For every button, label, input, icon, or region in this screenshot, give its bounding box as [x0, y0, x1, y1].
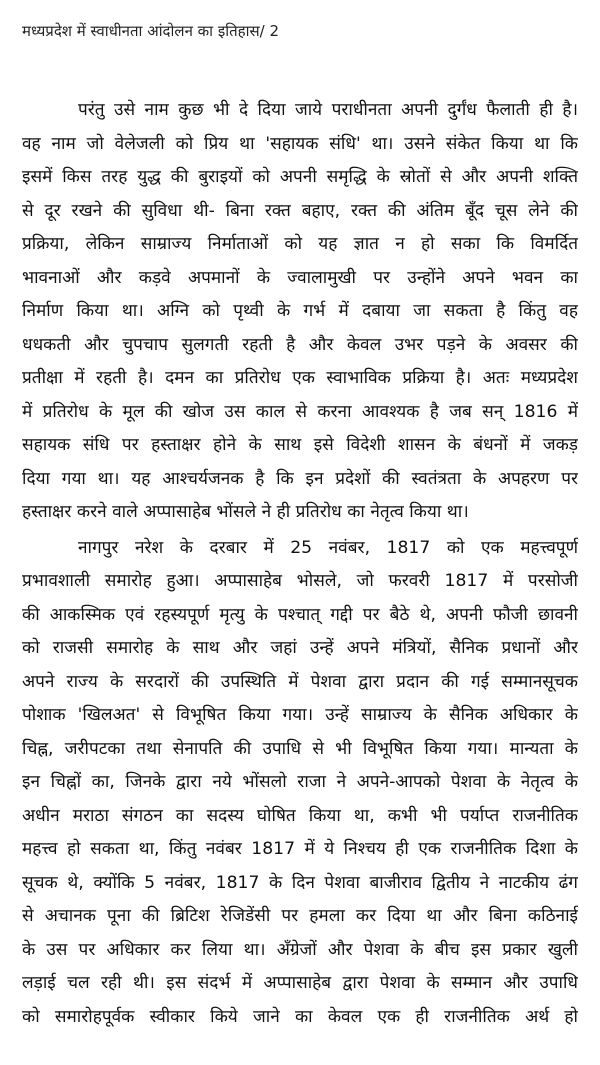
text-line: को समारोहपूर्वक स्वीकार किये जाने का केवल एक ही राजनीतिक अर्थ हो — [22, 1006, 578, 1027]
text-line: अपने राज्य के सरदारों की उपस्थिति में पेशवा द्वारा प्रदान की गई सम्मानसूचक — [22, 671, 578, 692]
text-line: की आकस्मिक एवं रहस्यपूर्ण मृत्यु के पश्चात् गद्दी पर बैठे थे, अपनी फौजी छावनी — [22, 604, 578, 625]
text-line: नागपुर नरेश के दरबार में 25 नवंबर, 1817 को एक महत्त्वपूर्ण — [78, 537, 578, 558]
text-line: सहायक संधि पर हस्ताक्षर होने के साथ इसे विदेशी शासन के बंधनों में जकड़ — [22, 435, 578, 455]
text-line: प्रतीक्षा में रहती है। दमन का प्रतिरोध एक स्वाभाविक प्रक्रिया है। अतः मध्यप्रदेश — [22, 368, 578, 388]
text-line: भावनाओं और कड़वे अपमानों के ज्वालामुखी पर उन्होंने अपने भवन का — [22, 267, 578, 288]
text-line: प्रक्रिया, लेकिन साम्राज्य निर्माताओं को यह ज्ञात न हो सका कि विमर्दित — [22, 234, 578, 254]
text-line: धधकती और चुपचाप सुलगती रहती है और केवल उभर पड़ने के अवसर की — [22, 334, 578, 355]
body-text — [22, 94, 578, 1034]
text-line: परंतु उसे नाम कुछ भी दे दिया जाये पराधीनता अपनी दुर्गंध फैलाती ही है। — [78, 100, 578, 120]
text-line: में प्रतिरोध के मूल की खोज उस काल से करना आवश्यक है जब सन् 1816 में — [22, 401, 578, 422]
text-line: को राजसी समारोह के साथ और जहां उन्हें अपने मंत्रियों, सैनिक प्रधानों और — [22, 638, 578, 658]
running-header: मध्यप्रदेश में स्वाधीनता आंदोलन का इतिहास/ 2 — [22, 22, 279, 40]
text-line: से अचानक पूना की ब्रिटिश रेजिडेंसी पर हमला कर दिया था और बिना कठिनाई — [22, 906, 578, 926]
text-line: सूचक थे, क्योंकि 5 नवंबर, 1817 के दिन पेशवा बाजीराव द्वितीय ने नाटकीय ढंग — [22, 872, 578, 893]
text-line: इसमें किस तरह युद्ध की बुराइयों को अपनी समृद्धि के स्रोतों से और अपनी शक्ति — [22, 167, 578, 187]
text-line: वह नाम जो वेलेजली को प्रिय था 'सहायक संधि' था। उसने संकेत किया था कि — [22, 133, 578, 154]
text-line: दिया गया था। यह आश्चर्यजनक है कि इन प्रदेशों की स्वतंत्रता के अपहरण पर — [22, 468, 578, 489]
text-line: हस्ताक्षर करने वाले अप्पासाहेब भोंसले ने ही प्रतिरोध का नेतृत्व किया था। — [22, 502, 469, 522]
text-line: महत्त्व हो सकता था, किंतु नवंबर 1817 में ये निश्चय ही एक राजनीतिक दिशा के — [22, 839, 578, 859]
paragraph-1 — [22, 94, 578, 530]
text-line: इन चिह्नों का, जिनके द्वारा नये भोंसलो राजा ने अपने-आपको पेशवा के नेतृत्व के — [22, 772, 578, 792]
text-line: चिह्न, जरीपटका तथा सेनापति की उपाधि से भी विभूषित किया गया। मान्यता के — [22, 738, 578, 759]
text-line: अधीन मराठा संगठन का सदस्य घोषित किया था, कभी भी पर्याप्त राजनीतिक — [22, 805, 578, 826]
text-line: पोशाक 'खिलअत' से विभूषित किया गया। उन्हें साम्राज्य के सैनिक अधिकार के — [22, 705, 578, 725]
text-line: के उस पर अधिकार कर लिया था। अँग्रेजों और पेशवा के बीच इस प्रकार खुली — [22, 939, 578, 960]
paragraph-2 — [22, 532, 578, 1035]
text-line: प्रभावशाली समारोह हुआ। अप्पासाहेब भोसले, जो फरवरी 1817 में परसोजी — [22, 571, 578, 591]
text-line: लड़ाई चल रही थी। इस संदर्भ में अप्पासाहेब द्वारा पेशवा के सम्मान और उपाधि — [22, 973, 578, 993]
text-line: निर्माण किया था। अग्नि को पृथ्वी के गर्भ में दबाया जा सकता है किंतु वह — [22, 301, 578, 321]
text-line: से दूर रखने की सुविधा थी- बिना रक्त बहाए, रक्त की अंतिम बूँद चूस लेने की — [22, 200, 578, 221]
